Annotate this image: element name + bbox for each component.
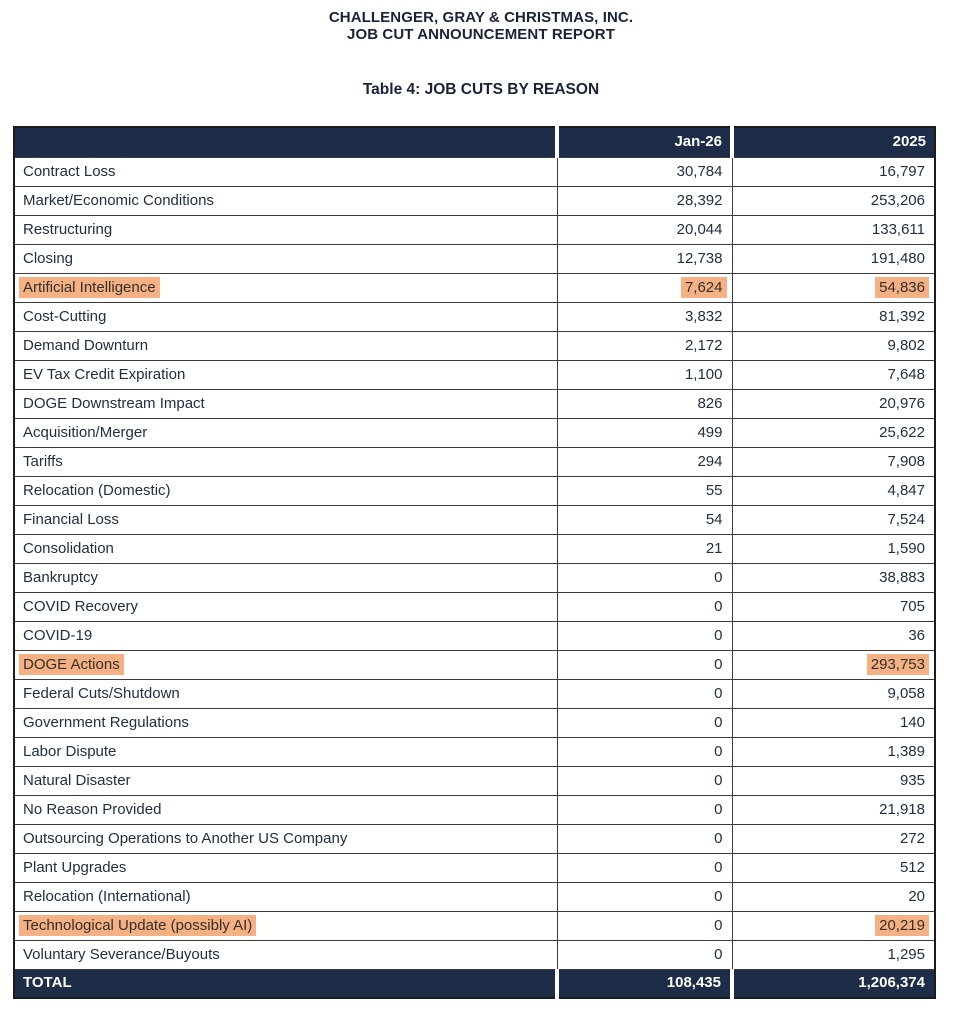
jan26-cell: 1,100 (557, 360, 732, 389)
jan26-cell: 12,738 (557, 244, 732, 273)
table-row (14, 824, 935, 853)
y2025-cell: 1,389 (732, 737, 935, 766)
highlighted-value: 7,624 (681, 277, 727, 298)
jan26-cell: 0 (557, 853, 732, 882)
reason-cell: EV Tax Credit Expiration (14, 360, 557, 389)
highlighted-value: DOGE Actions (19, 654, 124, 675)
highlighted-value: 20,219 (875, 915, 929, 936)
header-row (14, 127, 935, 157)
y2025-cell: 9,058 (732, 679, 935, 708)
y2025-cell: 935 (732, 766, 935, 795)
total-y2025-value: 1,206,374 (732, 969, 935, 998)
reason-cell (14, 911, 557, 940)
y2025-cell: 140 (732, 708, 935, 737)
jan26-cell: 20,044 (557, 215, 732, 244)
reason-cell: Acquisition/Merger (14, 418, 557, 447)
highlighted-value: Artificial Intelligence (19, 277, 160, 298)
y2025-cell: 16,797 (732, 157, 935, 186)
jan26-cell: 0 (557, 737, 732, 766)
jan26-cell: 55 (557, 476, 732, 505)
table-row (14, 766, 935, 795)
table-row (14, 244, 935, 273)
y2025-cell: 1,590 (732, 534, 935, 563)
jan26-column-header: Jan-26 (557, 127, 732, 157)
jan26-cell (557, 273, 732, 302)
table-row (14, 621, 935, 650)
reason-cell: Government Regulations (14, 708, 557, 737)
jan26-cell: 2,172 (557, 331, 732, 360)
jan26-cell: 0 (557, 592, 732, 621)
reason-cell (14, 273, 557, 302)
jan26-cell: 0 (557, 708, 732, 737)
y2025-cell: 512 (732, 853, 935, 882)
reason-column-header (14, 127, 557, 157)
y2025-cell (732, 911, 935, 940)
reason-cell: Cost-Cutting (14, 302, 557, 331)
reason-cell: Labor Dispute (14, 737, 557, 766)
y2025-cell: 253,206 (732, 186, 935, 215)
reason-cell: Federal Cuts/Shutdown (14, 679, 557, 708)
y2025-cell: 25,622 (732, 418, 935, 447)
reason-cell: COVID Recovery (14, 592, 557, 621)
y2025-cell: 4,847 (732, 476, 935, 505)
reason-cell: Plant Upgrades (14, 853, 557, 882)
highlighted-value: 293,753 (867, 654, 929, 675)
table-row (14, 186, 935, 215)
table-row (14, 273, 935, 302)
table-row (14, 331, 935, 360)
reason-cell: Relocation (International) (14, 882, 557, 911)
y2025-column-header: 2025 (732, 127, 935, 157)
table-row (14, 563, 935, 592)
jan26-cell: 30,784 (557, 157, 732, 186)
jan26-cell: 28,392 (557, 186, 732, 215)
y2025-cell: 20,976 (732, 389, 935, 418)
reason-cell: Closing (14, 244, 557, 273)
jan26-cell: 54 (557, 505, 732, 534)
table-row (14, 737, 935, 766)
y2025-cell: 705 (732, 592, 935, 621)
y2025-cell: 20 (732, 882, 935, 911)
jan26-cell: 0 (557, 911, 732, 940)
y2025-cell: 36 (732, 621, 935, 650)
table-row (14, 534, 935, 563)
highlighted-value: 54,836 (875, 277, 929, 298)
table-row (14, 302, 935, 331)
job-cuts-table (13, 126, 936, 999)
reason-cell: Bankruptcy (14, 563, 557, 592)
y2025-cell: 21,918 (732, 795, 935, 824)
table-row (14, 592, 935, 621)
jan26-cell: 0 (557, 650, 732, 679)
y2025-cell (732, 650, 935, 679)
jan26-cell: 0 (557, 766, 732, 795)
table-row (14, 476, 935, 505)
y2025-cell: 7,524 (732, 505, 935, 534)
jan26-cell: 826 (557, 389, 732, 418)
jan26-cell: 21 (557, 534, 732, 563)
y2025-cell: 7,648 (732, 360, 935, 389)
reason-cell: Voluntary Severance/Buyouts (14, 940, 557, 969)
jan26-cell: 0 (557, 824, 732, 853)
table-row (14, 911, 935, 940)
table-row (14, 853, 935, 882)
table-row (14, 505, 935, 534)
table-row (14, 215, 935, 244)
jan26-cell: 0 (557, 940, 732, 969)
table-row (14, 679, 935, 708)
reason-cell: COVID-19 (14, 621, 557, 650)
reason-cell (14, 650, 557, 679)
table-row (14, 940, 935, 969)
y2025-cell: 7,908 (732, 447, 935, 476)
table-row (14, 882, 935, 911)
total-jan26-value: 108,435 (557, 969, 732, 998)
table-row (14, 447, 935, 476)
reason-cell: Restructuring (14, 215, 557, 244)
y2025-cell: 133,611 (732, 215, 935, 244)
reason-cell: Relocation (Domestic) (14, 476, 557, 505)
report-header (0, 0, 962, 43)
table-row (14, 389, 935, 418)
reason-cell: Market/Economic Conditions (14, 186, 557, 215)
y2025-cell: 1,295 (732, 940, 935, 969)
reason-cell: Contract Loss (14, 157, 557, 186)
jan26-cell: 3,832 (557, 302, 732, 331)
y2025-cell: 38,883 (732, 563, 935, 592)
reason-cell: Financial Loss (14, 505, 557, 534)
table-row (14, 795, 935, 824)
y2025-cell: 272 (732, 824, 935, 853)
jan26-cell: 294 (557, 447, 732, 476)
table-row (14, 157, 935, 186)
total-row (14, 969, 935, 998)
jan26-cell: 0 (557, 563, 732, 592)
y2025-cell: 81,392 (732, 302, 935, 331)
jan26-cell: 499 (557, 418, 732, 447)
reason-cell: Demand Downturn (14, 331, 557, 360)
y2025-cell: 9,802 (732, 331, 935, 360)
reason-cell: Consolidation (14, 534, 557, 563)
jan26-cell: 0 (557, 882, 732, 911)
reason-cell: Outsourcing Operations to Another US Company (14, 824, 557, 853)
table-row (14, 360, 935, 389)
company-name: CHALLENGER, GRAY & CHRISTMAS, INC. (328, 9, 634, 26)
reason-cell: Tariffs (14, 447, 557, 476)
reason-cell: No Reason Provided (14, 795, 557, 824)
highlighted-value: Technological Update (possibly AI) (19, 915, 256, 936)
table-row (14, 708, 935, 737)
reason-cell: Natural Disaster (14, 766, 557, 795)
y2025-cell: 191,480 (732, 244, 935, 273)
report-name: JOB CUT ANNOUNCEMENT REPORT (347, 26, 615, 43)
table-row (14, 418, 935, 447)
table-row (14, 650, 935, 679)
total-label: TOTAL (14, 969, 557, 998)
y2025-cell (732, 273, 935, 302)
table-title: Table 4: JOB CUTS BY REASON (362, 81, 600, 98)
jan26-cell: 0 (557, 795, 732, 824)
jan26-cell: 0 (557, 679, 732, 708)
reason-cell: DOGE Downstream Impact (14, 389, 557, 418)
jan26-cell: 0 (557, 621, 732, 650)
